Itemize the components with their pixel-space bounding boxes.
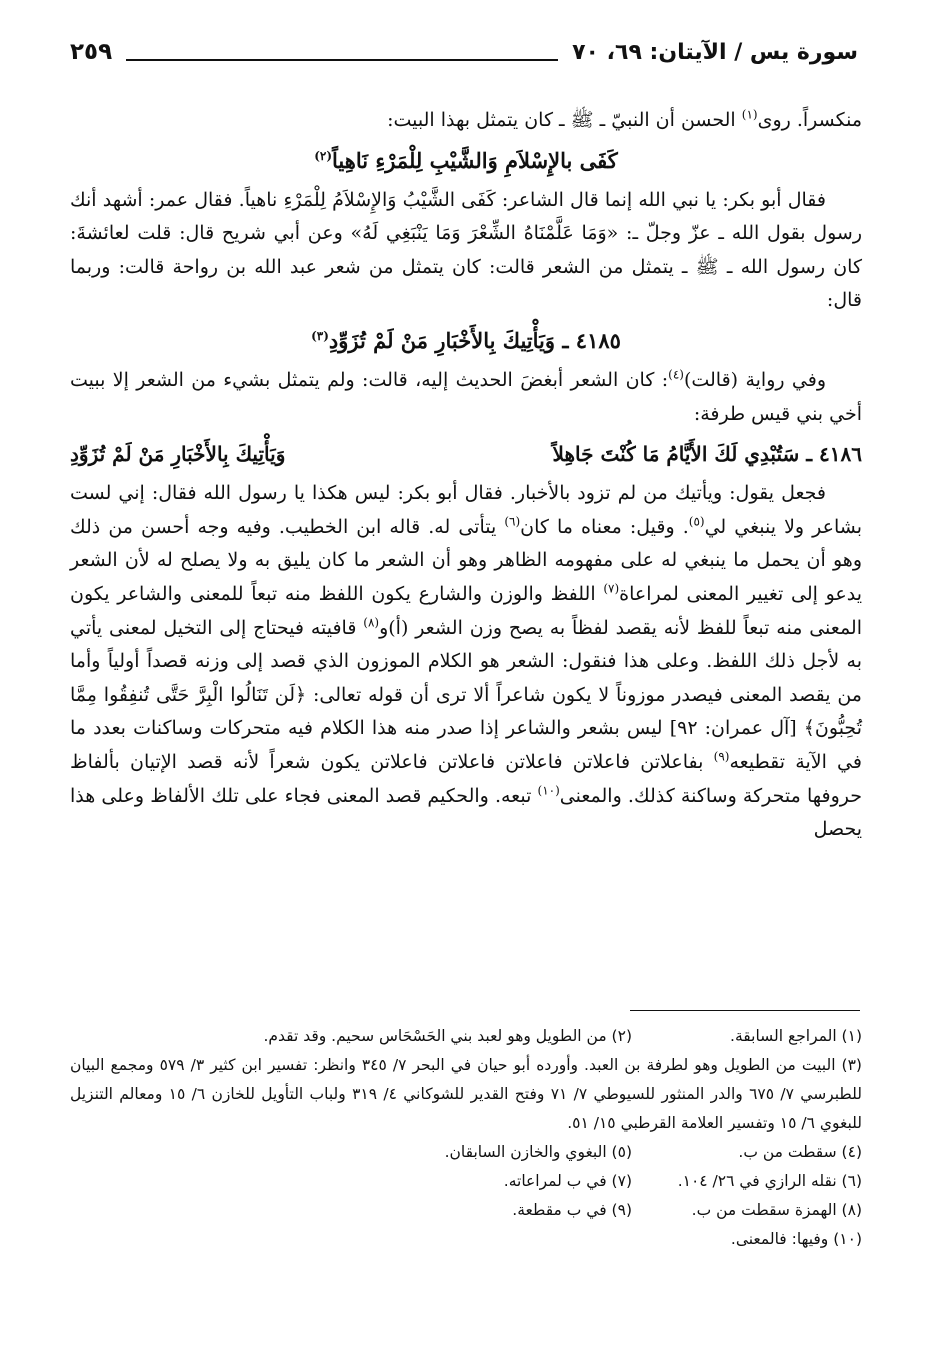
footnote-ref: (١٠) bbox=[537, 783, 560, 798]
footnote: (٨) الهمزة سقطت من ب. bbox=[691, 1201, 862, 1219]
footnote-ref: (٨) bbox=[363, 615, 380, 630]
footnote: (٧) في ب لمراعاته. bbox=[503, 1172, 632, 1190]
paragraph: فقال أبو بكر: يا نبي الله إنما قال الشاعر: كَفَى الشَّيْبُ وَالإِسْلاَمُ لِلْمَرْءِ ناهياً. فقال عمر: أشهد أنك رسول بقول الله ـ عزّ وجلّ ـ: «وَمَا عَلَّمْنَاهُ الشِّعْرَ وَمَا يَنْبَغِي لَهُ» وعن أبي شريح قال: قلت لعائشةَ: كان رسول الله ـ ﷺ ـ يتمثل من الشعر قالت: كان يتمثل من شعر عبد الله بن رواحة قالت: وربما قال: bbox=[70, 188, 862, 312]
footnote-row bbox=[70, 1022, 862, 1051]
verse-couplet bbox=[70, 431, 862, 477]
footnote-block bbox=[70, 1051, 862, 1138]
footnote-ref: (٥) bbox=[688, 514, 705, 529]
verse-line: كَفَى بالإِسْلاَمِ وَالشَّيْبِ لِلْمَرْءِ نَاهِياً$^{(٢)}$ bbox=[314, 147, 618, 173]
footnote-row bbox=[70, 1167, 862, 1196]
footnote-ref: (٧) bbox=[603, 581, 620, 596]
footnote-ref: (١) bbox=[741, 107, 758, 122]
surah-title: سورة يس / الآيتان: ٦٩، ٧٠ bbox=[572, 39, 858, 65]
footnote-ref: (٤) bbox=[668, 367, 684, 382]
footnote: (٦) نقله الرازي في ٢٦/ ١٠٤. bbox=[677, 1172, 862, 1190]
footnote: (١) المراجع السابقة. bbox=[730, 1027, 862, 1045]
footnote-ref: (٦) bbox=[504, 514, 521, 529]
footnote-row bbox=[70, 1196, 862, 1225]
paragraph: وفي رواية (قالت)$^{(٤)}$: كان الشعر أبغضَ الحديث إليه، قالت: ولم يتمثل بشيء من الشعر إلا ببيت أخي بني قيس طرفة: bbox=[70, 367, 862, 425]
footnote: (٢) من الطويل وهو لعبد بني الحَسْحَاس سحيم. وقد تقدم. bbox=[263, 1027, 632, 1045]
footnote-ref: (٣) bbox=[311, 328, 329, 343]
footnote-ref: (٢) bbox=[314, 148, 333, 163]
footnote: (٩) في ب مقطعة. bbox=[512, 1201, 632, 1219]
footnotes bbox=[70, 1022, 862, 1254]
verse-hemistich-right: ٤١٨٦ ـ سَتُبْدِي لَكَ الأَيَّامُ مَا كُنْتَ جَاهِلاً bbox=[552, 442, 862, 467]
page-header bbox=[70, 32, 858, 72]
footnote: (١٠) وفيها: فالمعنى. bbox=[730, 1230, 862, 1248]
main-text bbox=[70, 104, 862, 847]
footnote-separator bbox=[630, 1010, 860, 1011]
verse-hemistich-left: وَيَأْتِيكَ بِالأَخْبَارِ مَنْ لَمْ تُزَوِّدِ bbox=[70, 442, 286, 467]
header-rule bbox=[126, 59, 558, 61]
verse-line: ٤١٨٥ ـ وَيَأْتِيكَ بِالأَخْبَارِ مَنْ لَمْ تُزَوِّدِ$^{(٣)}$ bbox=[311, 327, 621, 353]
page-number: ٢٥٩ bbox=[70, 39, 113, 65]
footnote: (٤) سقطت من ب. bbox=[738, 1143, 862, 1161]
footnote: (٣) البيت من الطويل وهو لطرفة بن العبد. وأورده أبو حيان في البحر ٧/ ٣٤٥ وانظر: تفسير ابن كثير ٣/ ٥٧٩ ومجمع البيان للطبرسي ٧/ ٦٧٥ والدر المنثور للسيوطي ٧/ ٧١ وفتح القدير للشوكاني ٤/ ٣١٩ ولباب التأويل للخازن ٦/ ١٥ ومعالم التنزيل للبغوي ٦/ ١٥ وتفسير العلامة القرطبي ١٥/ ٥١. bbox=[70, 1056, 862, 1132]
footnote-row bbox=[70, 1138, 862, 1167]
footnote-row bbox=[70, 1225, 862, 1254]
paragraph: فجعل يقول: ويأتيك من لم تزود بالأخبار. فقال أبو بكر: ليس هكذا يا رسول الله فقال: إني لست بشاعر ولا ينبغي لي$^{(٥)}$. وقيل: معناه ما كان$^{(٦)}$ يتأتى له. قاله ابن الخطيب. وفيه وجه أحسن من ذلك وهو أن يحمل ما ينبغي له على مفهومه الظاهر وهو أن الشعر ما كان يليق به ولا يصلح له لأن الشعر يدعو إلى تغيير المعنى لمراعاة$^{(٧)}$ اللفظ والوزن والشارع يكون اللفظ منه تبعاً للمعنى والشاعر يكون المعنى منه تبعاً للفظ لأنه يقصد لفظاً به يصح وزن الشعر (أ)و$^{(٨)}$ قافيته فيحتاج إلى التخيل لمعنى يأتي به لأجل ذلك اللفظ. وعلى هذا فنقول: الشعر هو الكلام الموزون الذي قصد إلى وزنه قصداً أولياً وأما من يقصد المعنى فيصدر موزوناً لا يكون شاعراً ألا ترى أن قوله تعالى: ﴿لَن تَنَالُوا الْبِرَّ حَتَّى تُنفِقُوا مِمَّا تُحِبُّونَ﴾ [آل عمران: ٩٢] ليس بشعر والشاعر إذا صدر منه هذا الكلام فيه متحركات وساكنات بعدد ما في الآية تقطيعه$^{(٩)}$ بفاعلاتن فاعلاتن فاعلاتن فاعلاتن فاعلاتن يكون شعراً لأنه قصد الإتيان بألفاظ حروفها متحركة وساكنة كذلك. والمعنى$^{(١٠)}$ تبعه. والحكيم قصد المعنى فجاء على تلك الألفاظ وعلى هذا يحصل bbox=[70, 482, 863, 841]
footnote-ref: (٩) bbox=[713, 749, 730, 764]
footnote: (٥) البغوي والخازن السابقان. bbox=[444, 1143, 632, 1161]
text-line: منكسراً. روى$^{(١)}$ الحسن أن النبيّ ـ ﷺ ـ كان يتمثل بهذا البيت: bbox=[387, 107, 862, 131]
